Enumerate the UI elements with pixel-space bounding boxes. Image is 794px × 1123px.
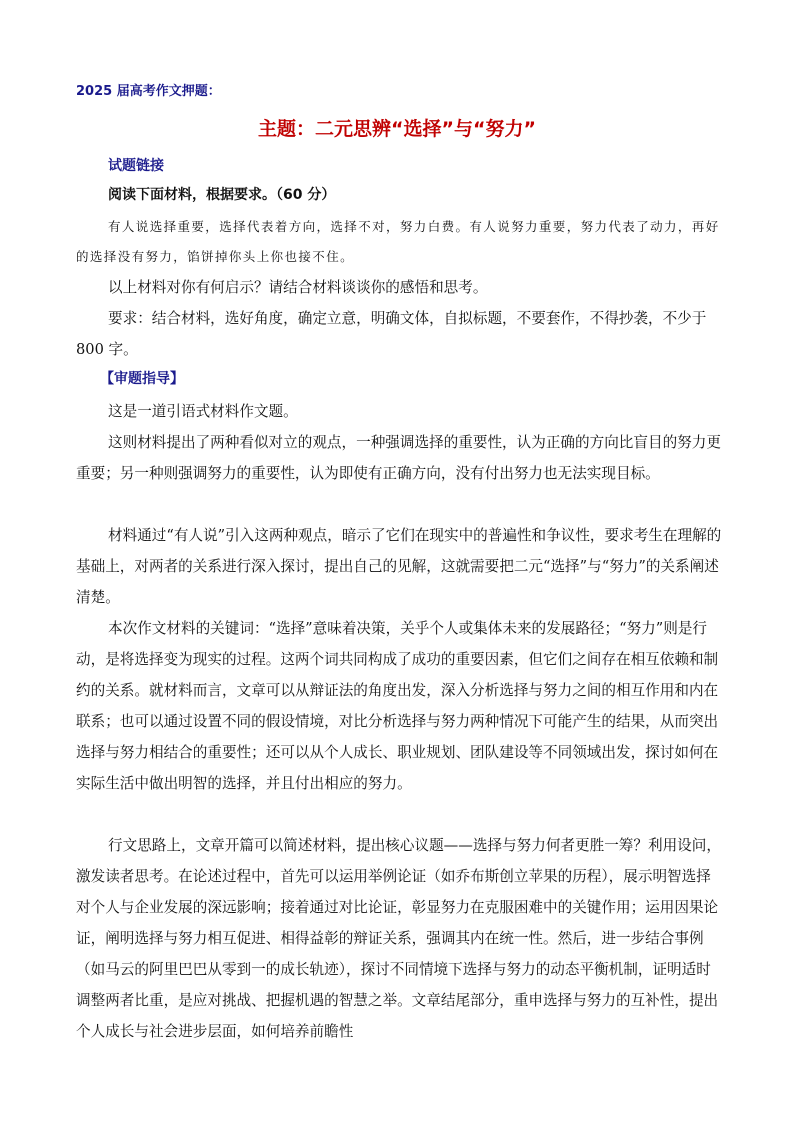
guidance-paragraph: 这是一道引语式材料作文题。 — [108, 403, 298, 420]
guidance-paragraph: 行文思路上，文章开篇可以简述材料，提出核心议题——选择与努力何者更胜一筹？利用设问，激发读者思考。在论述过程中，首先可以运用举例论证（如乔布斯创立苹果的历程），展示明智选择对个人与企业发展的深远影响；接着通过对比论证，彰显努力在克服困难中的关键作用；运用因果论证，阐明选择与努力相互促进、相得益彰的辩证关系，强调其内在统一性。然后，进一步结合事例（如马云的阿里巴巴从零到一的成长轨迹），探讨不同情境下选择与努力的动态平衡机制，证明适时调整两者比重，是应对挑战、把握机遇的智慧之举。文章结尾部分，重申选择与努力的互补性，提出个人成长与社会进步层面，如何培养前瞻性 — [76, 837, 721, 1040]
guidance-paragraph: 本次作文材料的关键词：“选择”意味着决策，关乎个人或集体未来的发展路径；“努力”则是行动，是将选择变为现实的过程。这两个词共同构成了成功的重要因素，但它们之间存在相互依赖和制约的关系。就材料而言，文章可以从辩证法的角度出发，深入分析选择与努力之间的相互作用和内在联系；也可以通过设置不同的假设情境，对比分析选择与努力两种情况下可能产生的结果，从而突出选择与努力相结合的重要性；还可以从个人成长、职业规划、团队建设等不同领域出发，探讨如何在实际生活中做出明智的选择，并且付出相应的努力。 — [76, 620, 719, 792]
guidance-heading: 【审题指导】 — [100, 371, 184, 387]
requirement-text: 要求：结合材料，选好角度，确定立意，明确文体，自拟标题，不要套作，不得抄袭，不少于 800 字。 — [76, 310, 707, 358]
guidance-paragraph: 材料通过“有人说”引入这两种观点，暗示了它们在现实中的普遍性和争议性，要求考生在理解的基础上，对两者的关系进行深入探讨，提出自己的见解，这就需要把二元“选择”与“努力”的关系阐述清楚。 — [76, 527, 722, 606]
prompt-text: 以上材料对你有何启示？请结合材料谈谈你的感悟和思考。 — [108, 279, 488, 296]
section-heading: 试题链接 — [108, 158, 164, 174]
exam-label: 2025 届高考作文押题： — [76, 84, 221, 99]
guidance-paragraph: 这则材料提出了两种看似对立的观点，一种强调选择的重要性，认为正确的方向比盲目的努力更重要；另一种则强调努力的重要性，认为即使有正确方向，没有付出努力也无法实现目标。 — [76, 434, 721, 482]
page-title: 主题：二元思辨“选择”与“努力” — [258, 118, 536, 140]
material-text: 有人说选择重要，选择代表着方向，选择不对，努力白费。有人说努力重要，努力代表了动力，再好的选择没有努力，馅饼掉你头上你也接不住。 — [76, 219, 720, 264]
instruction-text: 阅读下面材料，根据要求。（60 分） — [108, 187, 336, 203]
